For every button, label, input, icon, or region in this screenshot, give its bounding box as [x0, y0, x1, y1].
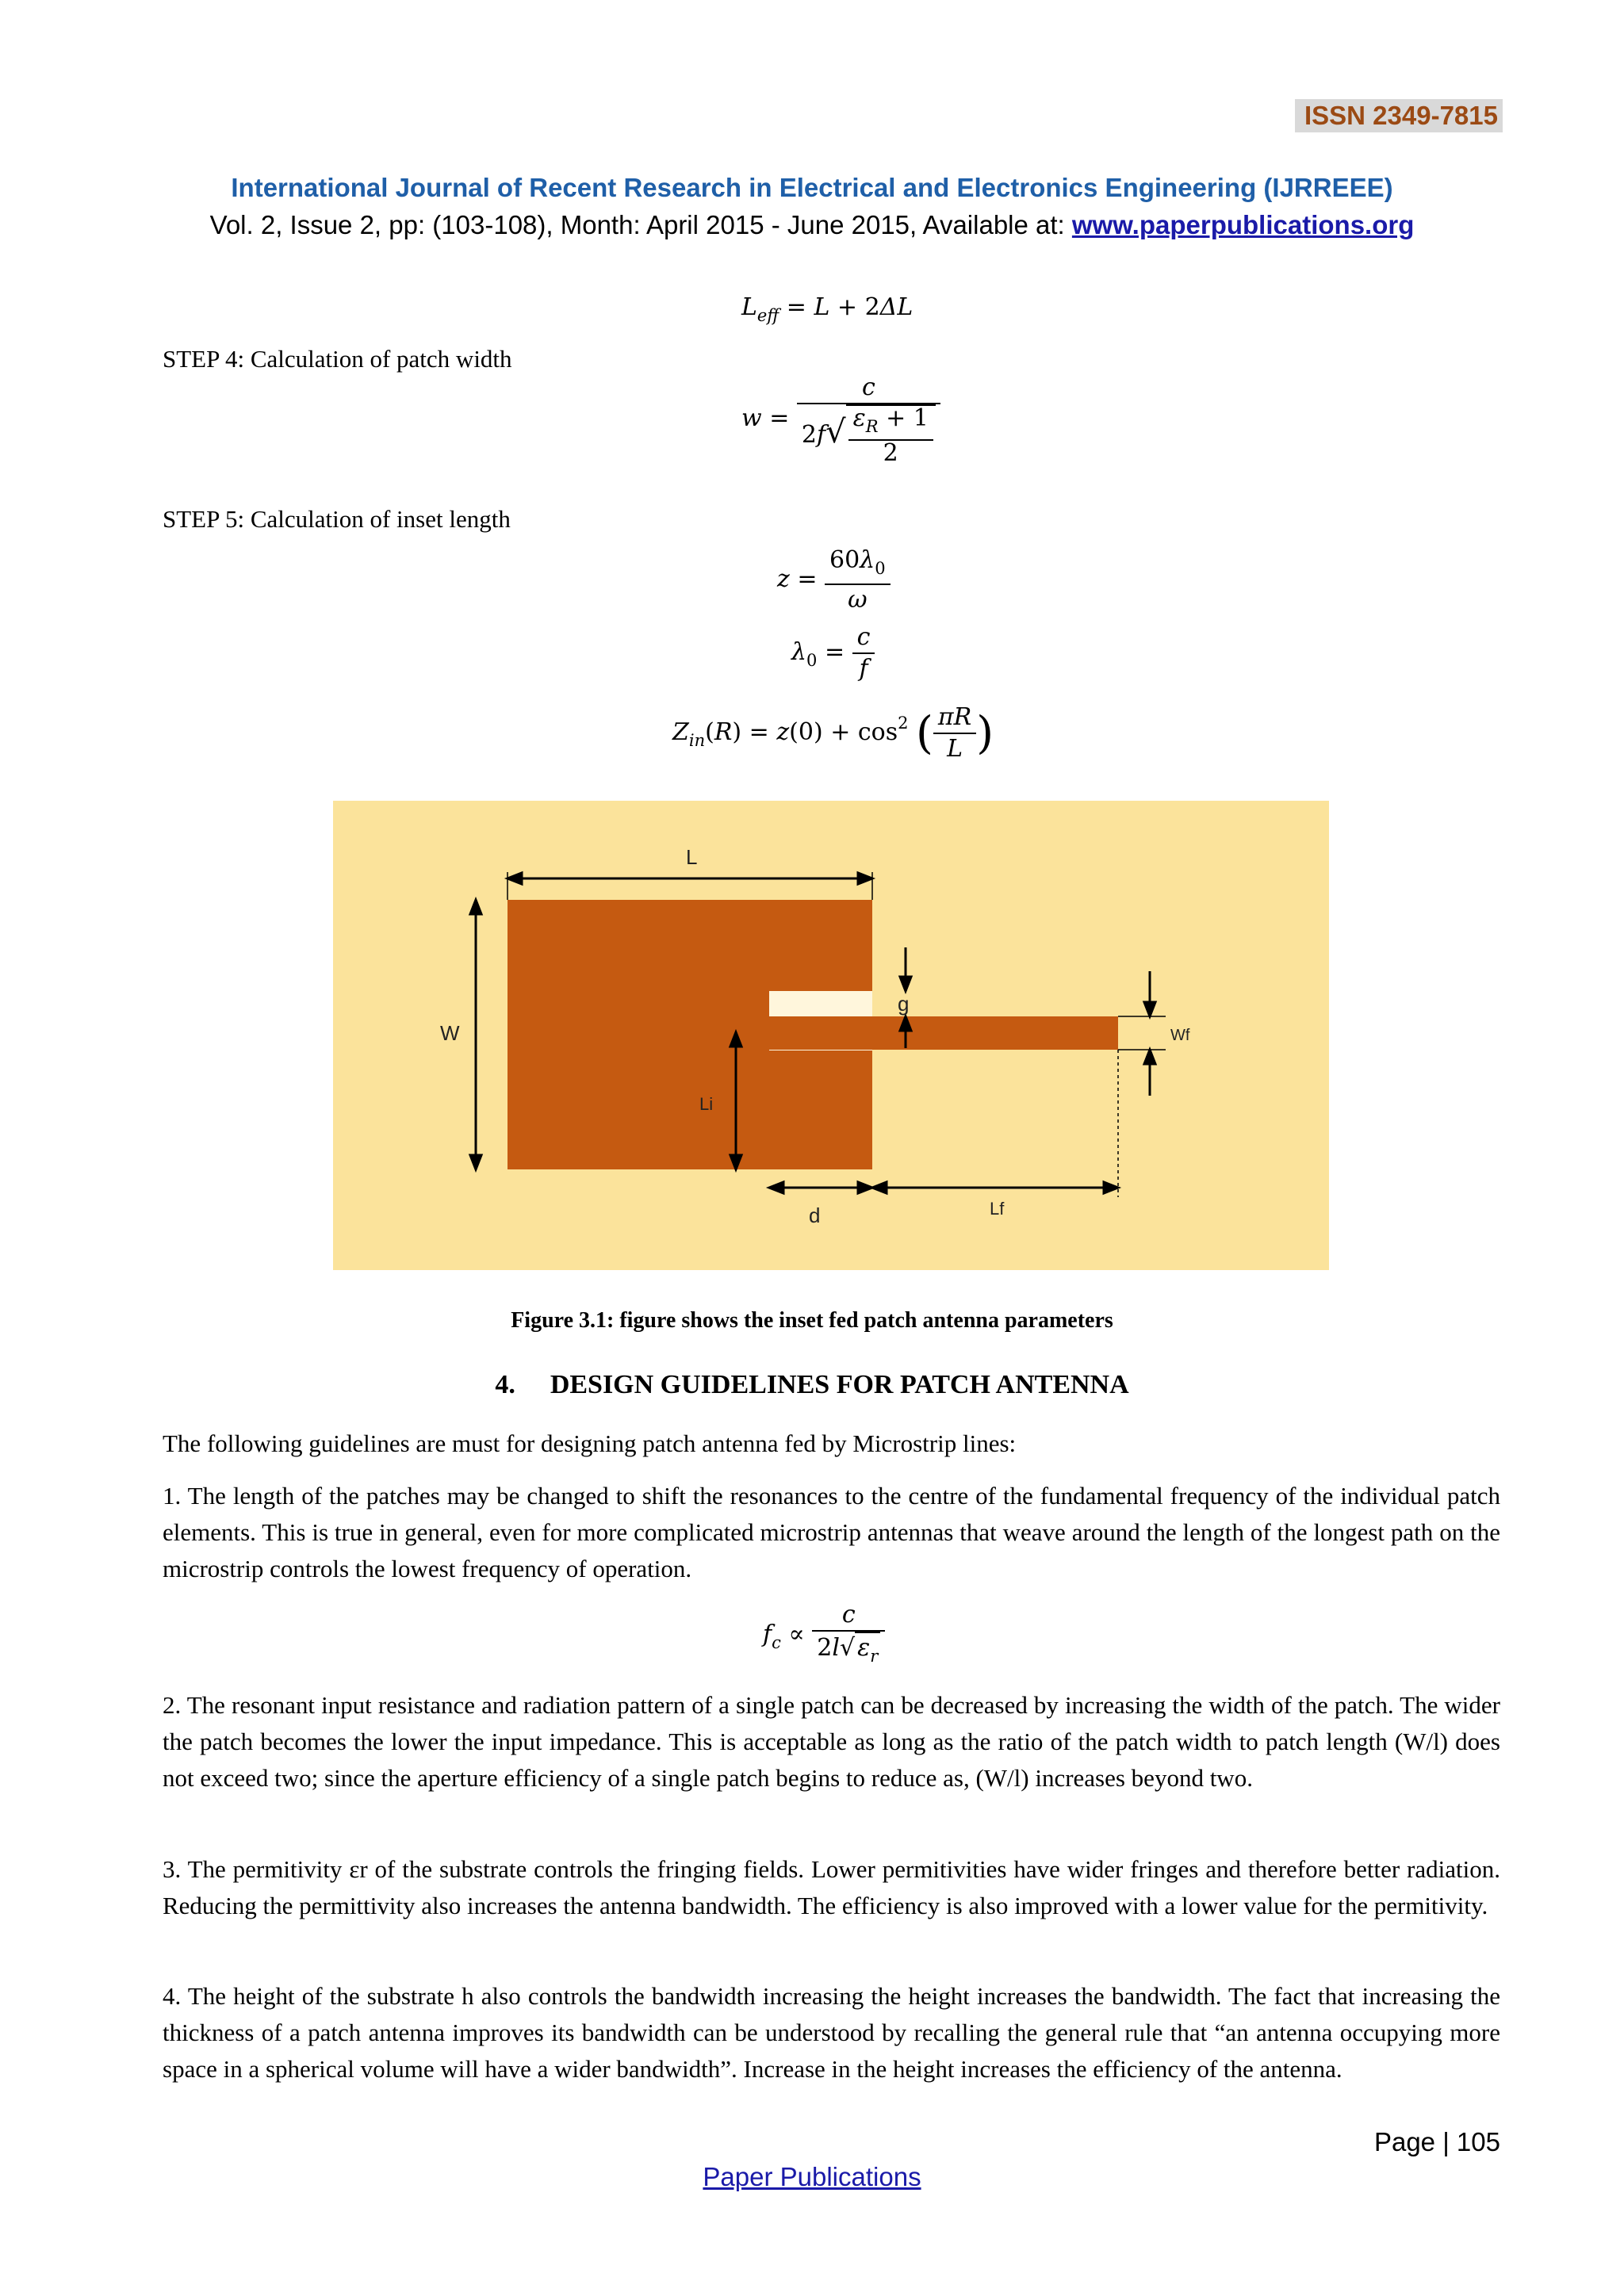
- website-link[interactable]: www.paperpublications.org: [1071, 210, 1415, 239]
- label-Lf: Lf: [990, 1199, 1005, 1219]
- label-d: d: [809, 1203, 821, 1227]
- step-5-label: STEP 5: Calculation of inset length: [163, 505, 511, 533]
- volume-info: Vol. 2, Issue 2, pp: (103-108), Month: April 2015 - June 2015, Available at:: [209, 210, 1072, 239]
- page-number: Page | 105: [1373, 2127, 1500, 2156]
- publisher-link[interactable]: Paper Publications: [703, 2162, 921, 2191]
- equation-leff: $L_{eff} = L + 2\Delta L$: [741, 293, 914, 325]
- inset-gap-top: [769, 991, 872, 1016]
- journal-title: International Journal of Recent Research in Electrical and Electronics Engineering (IJRREEE): [231, 173, 1393, 202]
- section-heading: [0, 1370, 1624, 1400]
- equation-width: w = c 2f√ $\frac{\varepsilon_R + 1}{2}$: [741, 373, 940, 466]
- feed-line: [769, 1016, 1118, 1050]
- equation-zin: $Z_{in}(R) = z(0) + \cos^2$ ( $\frac{\pi R}{L}$ ): [672, 703, 994, 763]
- label-L: L: [686, 845, 698, 869]
- section-title: DESIGN GUIDELINES FOR PATCH ANTENNA: [550, 1370, 1129, 1399]
- equation-lambda0: $\lambda_0$ = $\frac{c}{f}$: [791, 622, 875, 684]
- guideline-item-4: 4. The height of the substrate h also controls the bandwidth increasing the height increases the bandwidth. The fact that increasing the thickness of a patch antenna improves its bandwidth can be understood by recalling the general rule that “an antenna occupying more space in a spherical volume will have a wider bandwidth”. Increase in the height increases the efficiency of the antenna.: [163, 1982, 1500, 2083]
- label-W: W: [440, 1021, 460, 1045]
- equation-fc: $f_c$ ∝ $\frac{c}{2l√ \varepsilon_r}$: [763, 1600, 885, 1671]
- journal-volume-line: [0, 210, 1624, 240]
- guideline-item-3: 3. The permitivity εr of the substrate controls the fringing fields. Lower permitivities have wider fringes and therefore better radiation. Reducing the permittivity also increases the antenna bandwidth. The efficiency is also improved with a lower value for the permitivity.: [163, 1855, 1500, 1919]
- step-4-label: STEP 4: Calculation of patch width: [163, 345, 512, 373]
- label-Li: Li: [699, 1094, 714, 1114]
- figure-caption: Figure 3.1: figure shows the inset fed patch antenna parameters: [511, 1308, 1113, 1333]
- section-intro: The following guidelines are must for designing patch antenna fed by Microstrip lines:: [163, 1429, 1017, 1457]
- guideline-item-2: 2. The resonant input resistance and radiation pattern of a single patch can be decreased by increasing the width of the patch. The wider the patch becomes the lower the input impedance. This is acceptable as long as the ratio of the patch width to patch length (W/l) does not exceed two; since the aperture efficiency of a single patch begins to reduce as, (W/l) increases beyond two.: [163, 1691, 1500, 1792]
- section-number: 4.: [495, 1370, 515, 1399]
- equation-z: z = $\frac{60\lambda_0}{\omega}$: [777, 545, 891, 615]
- issn-label: ISSN 2349-7815: [1295, 99, 1503, 132]
- label-Wf: Wf: [1170, 1027, 1190, 1044]
- label-g: g: [898, 992, 910, 1016]
- inset-fed-patch-figure: [333, 801, 1329, 1270]
- guideline-item-1: 1. The length of the patches may be changed to shift the resonances to the centre of the fundamental frequency of the individual patch elements. This is true in general, even for more complicated microstrip antennas that weave around the length of the longest path on the microstrip controls the lowest frequency of operation.: [163, 1482, 1500, 1582]
